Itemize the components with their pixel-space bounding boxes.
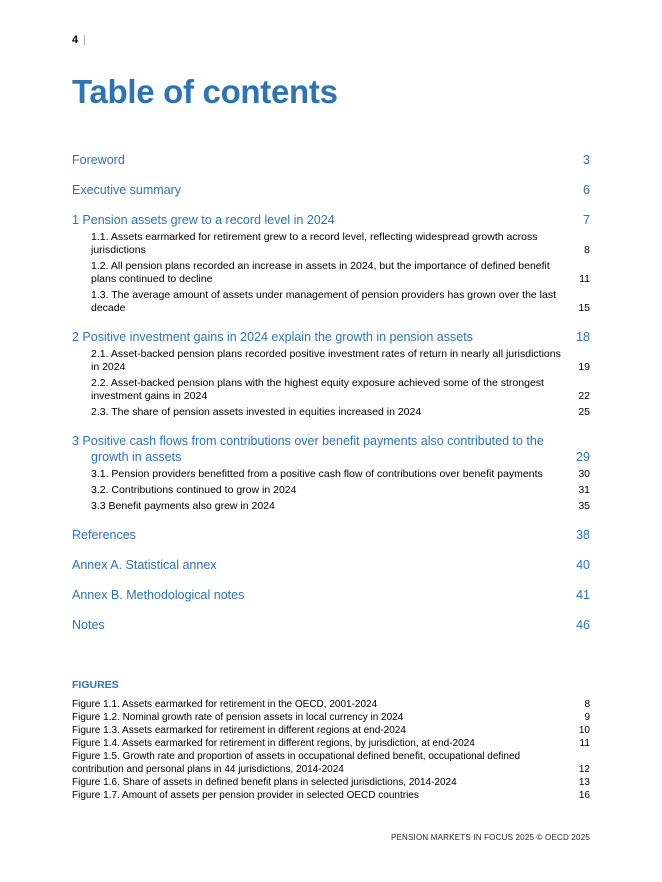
toc-entry-label: 3.1. Pension providers benefitted from a positive cash flow of contributions over benefit payments xyxy=(91,468,543,480)
toc-entry-section-3-1[interactable] xyxy=(72,468,590,481)
figure-entry-label: Figure 1.1. Assets earmarked for retirement in the OECD, 2001-2024 xyxy=(72,699,378,710)
toc-entry-section-1-3[interactable] xyxy=(72,289,590,315)
page-footer: PENSION MARKETS IN FOCUS 2025 © OECD 2025 xyxy=(390,833,590,842)
toc-entry-label: 1.3. The average amount of assets under management of pension providers has grown over the last decade xyxy=(91,289,556,314)
toc-entry-foreword[interactable] xyxy=(72,152,590,168)
toc-entry-label: Executive summary xyxy=(72,183,182,197)
toc-entry-label: Foreword xyxy=(72,153,125,167)
toc-entry-label: 2.2. Asset-backed pension plans with the highest equity exposure achieved some of the strongest investment gains in 2024 xyxy=(91,377,544,402)
figure-entry-label: Figure 1.7. Amount of assets per pension provider in selected OECD countries xyxy=(72,790,419,801)
figure-entry-label: Figure 1.5. Growth rate and proportion of assets in occupational defined benefit, occupational defined contribution and personal plans in 44 jurisdictions, 2014-2024 xyxy=(72,751,521,775)
toc-entry-references[interactable] xyxy=(72,527,590,543)
toc-entry-page: 19 xyxy=(578,361,590,373)
toc-entry-page: 46 xyxy=(576,618,590,632)
toc-entry-section-2-1[interactable] xyxy=(72,348,590,374)
toc-entry-annex-b[interactable] xyxy=(72,587,590,603)
toc-entry-page: 18 xyxy=(576,330,590,344)
toc-entry-section-2[interactable] xyxy=(72,329,590,345)
figure-entry-1-3[interactable] xyxy=(72,724,590,737)
figure-entry-page: 11 xyxy=(579,738,590,749)
toc-entry-page: 30 xyxy=(578,468,590,480)
figure-entry-page: 16 xyxy=(578,790,590,801)
toc-entry-page: 40 xyxy=(576,558,590,572)
toc-entry-section-2-3[interactable] xyxy=(72,406,590,419)
page-number: 4 xyxy=(72,34,79,46)
toc-entry-label: 2.3. The share of pension assets invested in equities increased in 2024 xyxy=(91,406,422,418)
figure-entry-page: 9 xyxy=(584,712,590,723)
figure-entry-1-6[interactable] xyxy=(72,776,590,789)
toc-entry-label: 1.1. Assets earmarked for retirement grew to a record level, reflecting widespread growth across jurisdictions xyxy=(91,231,538,256)
toc-entry-page: 8 xyxy=(584,244,590,256)
figure-entry-page: 12 xyxy=(578,764,590,775)
toc-entry-label: 2.1. Asset-backed pension plans recorded positive investment rates of return in nearly all jurisdictions in 2024 xyxy=(91,348,561,373)
figure-entry-label: Figure 1.3. Assets earmarked for retirement in different regions at end-2024 xyxy=(72,725,406,736)
toc-entry-section-3[interactable] xyxy=(72,433,590,465)
figures-heading: FIGURES xyxy=(72,679,119,691)
toc-entry-section-3-3[interactable] xyxy=(72,500,590,513)
toc-entry-annex-a[interactable] xyxy=(72,557,590,573)
toc-entry-notes[interactable] xyxy=(72,617,590,633)
toc-entry-page: 11 xyxy=(579,273,590,285)
figure-entry-1-1[interactable] xyxy=(72,698,590,711)
toc-entry-page: 31 xyxy=(578,484,590,496)
figures-list xyxy=(72,679,590,802)
toc-entry-section-2-2[interactable] xyxy=(72,377,590,403)
figure-entry-1-5[interactable] xyxy=(72,750,590,776)
toc-entry-page: 7 xyxy=(583,213,590,227)
toc-entry-page: 15 xyxy=(578,302,590,314)
toc-entry-page: 3 xyxy=(583,153,590,167)
figure-entry-1-2[interactable] xyxy=(72,711,590,724)
toc-entry-label: 3 Positive cash flows from contributions over benefit payments also contributed to the growth in assets xyxy=(72,434,544,464)
figure-entry-page: 13 xyxy=(578,777,590,788)
table-of-contents xyxy=(72,152,590,633)
toc-entry-page: 38 xyxy=(576,528,590,542)
toc-entry-label: 3.3 Benefit payments also grew in 2024 xyxy=(91,500,275,512)
toc-entry-label: Annex A. Statistical annex xyxy=(72,558,217,572)
figure-entry-page: 8 xyxy=(584,699,590,710)
toc-entry-page: 22 xyxy=(578,390,590,402)
toc-entry-section-1[interactable] xyxy=(72,212,590,228)
figure-entry-1-7[interactable] xyxy=(72,789,590,802)
toc-entry-label: Annex B. Methodological notes xyxy=(72,588,245,602)
page-title: Table of contents xyxy=(72,73,338,110)
toc-entry-label: 3.2. Contributions continued to grow in 2024 xyxy=(91,484,297,496)
toc-entry-page: 25 xyxy=(578,406,590,418)
page-number-separator: | xyxy=(83,34,86,46)
toc-entry-label: Notes xyxy=(72,618,105,632)
figure-entry-1-4[interactable] xyxy=(72,737,590,750)
toc-entry-section-1-2[interactable] xyxy=(72,260,590,286)
figure-entry-label: Figure 1.2. Nominal growth rate of pension assets in local currency in 2024 xyxy=(72,712,404,723)
figure-entry-page: 10 xyxy=(578,725,590,736)
toc-entry-label: 2 Positive investment gains in 2024 explain the growth in pension assets xyxy=(72,330,473,344)
toc-entry-page: 41 xyxy=(576,588,590,602)
figure-entry-label: Figure 1.4. Assets earmarked for retirement in different regions, by jurisdiction, at end-2024 xyxy=(72,738,475,749)
figure-entry-label: Figure 1.6. Share of assets in defined benefit plans in selected jurisdictions, 2014-2024 xyxy=(72,777,457,788)
toc-entry-section-1-1[interactable] xyxy=(72,231,590,257)
page-header xyxy=(72,34,590,48)
toc-entry-section-3-2[interactable] xyxy=(72,484,590,497)
toc-entry-page: 29 xyxy=(576,450,590,464)
toc-entry-label: References xyxy=(72,528,136,542)
toc-entry-label: 1 Pension assets grew to a record level in 2024 xyxy=(72,213,335,227)
toc-entry-label: 1.2. All pension plans recorded an increase in assets in 2024, but the importance of defined benefit plans continued to decline xyxy=(91,260,550,285)
toc-entry-page: 6 xyxy=(583,183,590,197)
toc-entry-executive-summary[interactable] xyxy=(72,182,590,198)
toc-entry-page: 35 xyxy=(578,500,590,512)
